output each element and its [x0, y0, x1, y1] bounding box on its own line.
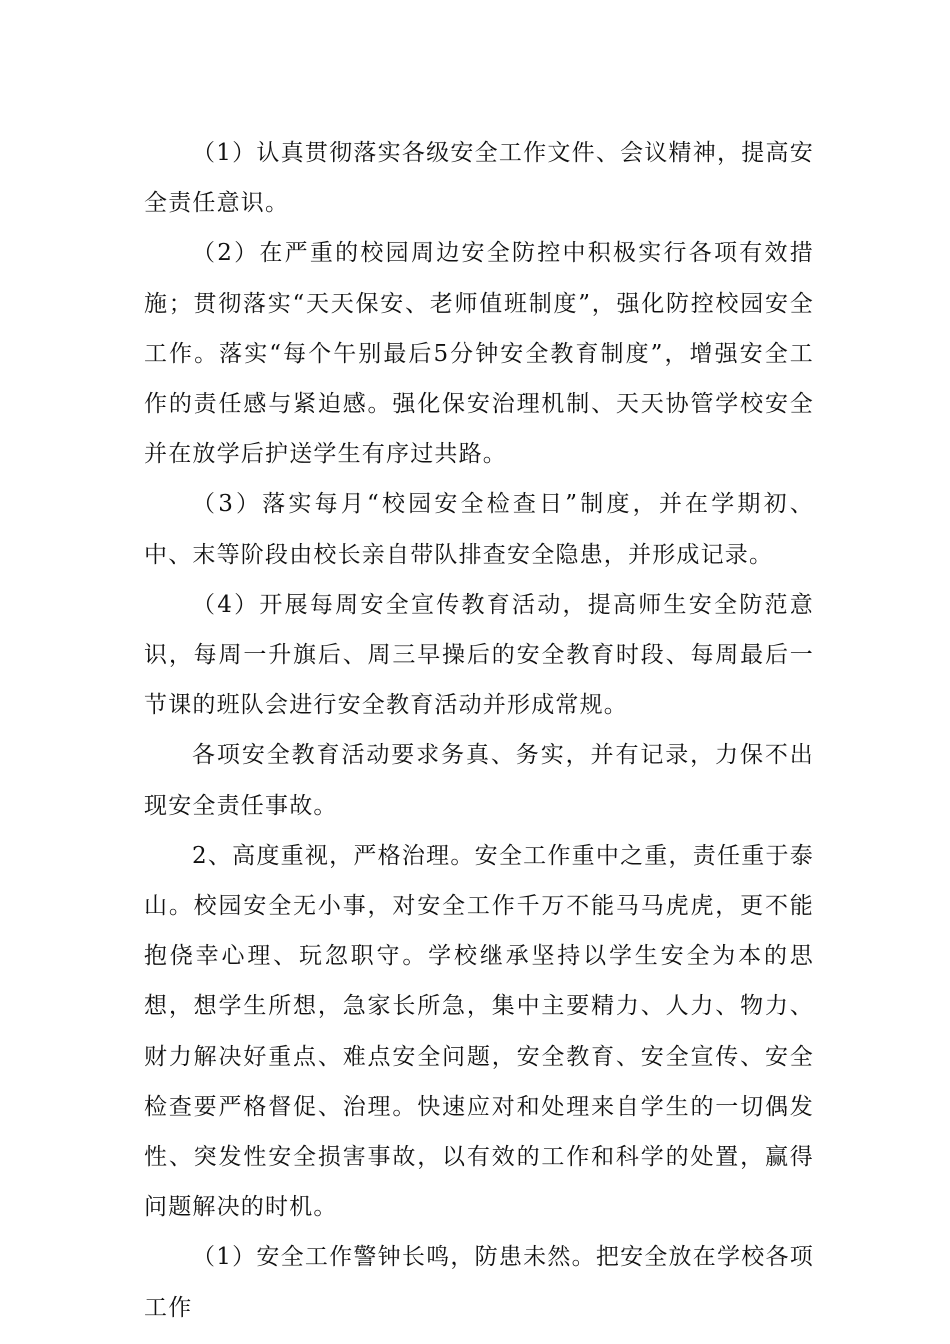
paragraph-section-2: 2、高度重视，严格治理。安全工作重中之重，责任重于泰山。校园安全无小事，对安全工作千万不能马马虎虎，更不能抱侥幸心理、玩忽职守。学校继承坚持以学生安全为本的思想，想学生所想，急家长所急，集中主要精力、人力、物力、财力解决好重点、难点安全问题，安全教育、安全宣传、安全检查要严格督促、治理。快速应对和处理来自学生的一切偶发性、突发性安全损害事故，以有效的工作和科学的处置，赢得问题解决的时机。	[144, 842, 814, 1221]
paragraph-item-3: （3）落实每月“校园安全检查日”制度，并在学期初、中、末等阶段由校长亲自带队排查安全隐患，并形成记录。	[144, 491, 814, 568]
paragraph-subitem-1: （1）安全工作警钟长鸣，防患未然。把安全放在学校各项工作	[144, 1244, 814, 1321]
document-body	[144, 128, 814, 1333]
paragraph-item-2: （2）在严重的校园周边安全防控中积极实行各项有效措施；贯彻落实“天天保安、老师值班制度”，强化防控校园安全工作。落实“每个午别最后5分钟安全教育制度”，增强安全工作的责任感与紧迫感。强化保安治理机制、天天协管学校安全并在放学后护送学生有序过共路。	[144, 240, 814, 468]
paragraph-summary: 各项安全教育活动要求务真、务实，并有记录，力保不出现安全责任事故。	[144, 742, 814, 819]
paragraph-item-4: （4）开展每周安全宣传教育活动，提高师生安全防范意识，每周一升旗后、周三早操后的安全教育时段、每周最后一节课的班队会进行安全教育活动并形成常规。	[144, 591, 814, 719]
paragraph-item-1: （1）认真贯彻落实各级安全工作文件、会议精神，提高安全责任意识。	[144, 140, 814, 217]
